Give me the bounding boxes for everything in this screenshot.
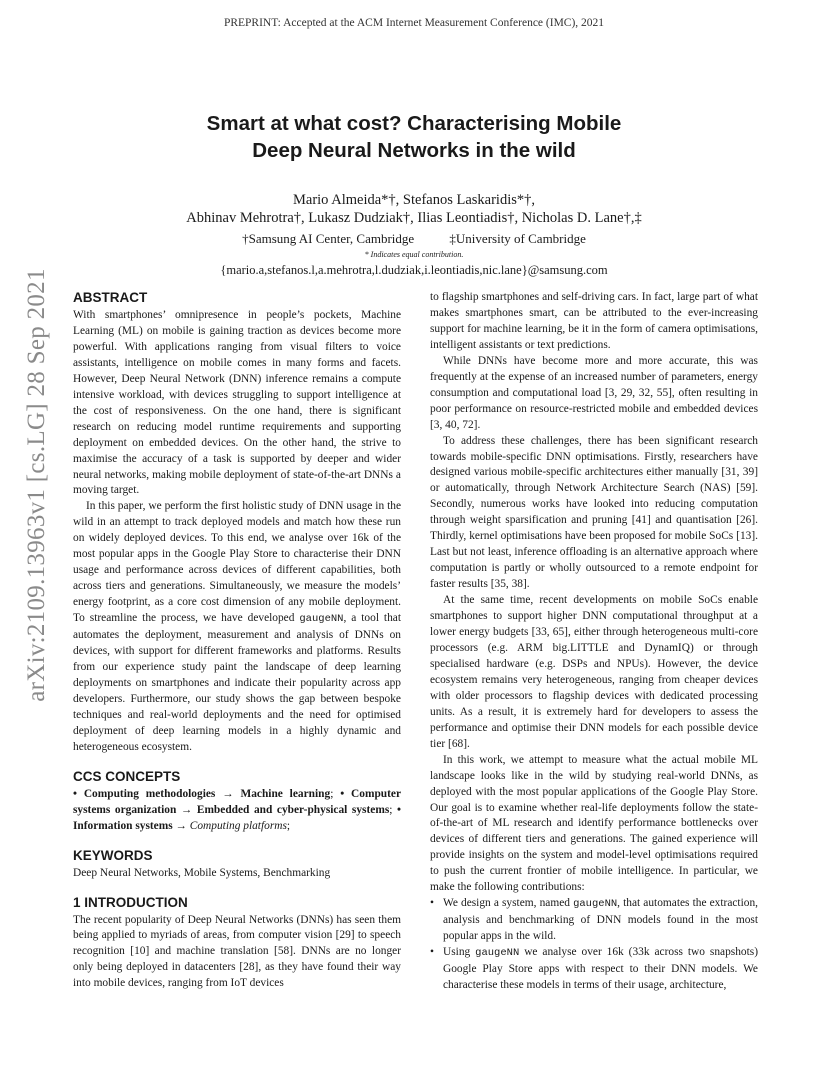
contribution-2-end: we analyse over 16k (33k across two snapshots) Google Play Store apps with respect to their DNN models. We characterise these models in terms of their usage, architecture,	[443, 946, 758, 991]
equal-contribution-note: * Indicates equal contribution.	[364, 250, 464, 259]
intro-paragraph-2: While DNNs have become more and more accurate, this was frequently at the expense of an increased number of parameters, energy consumption and computational load [3, 29, 32, 55], often resulting in poor performance on resource-restricted mobile and embedded devices [3, 40, 72].	[430, 354, 758, 431]
tool-name: gaugeNN	[299, 613, 344, 626]
ccs-term-6: Computing platforms	[189, 819, 287, 832]
bullet-icon: •	[430, 946, 434, 959]
contribution-1-start: We design a system, named	[443, 897, 574, 910]
ccs-end: ;	[286, 819, 291, 832]
bullet-icon: •	[430, 897, 434, 910]
title-line-1: Smart at what cost? Characterising Mobile	[206, 112, 622, 135]
abstract-p2-start: In this paper, we perform the first holistic study of DNN usage in the wild in an attempt to track deployed models and match how these run on widely deployed devices. To this end, we analyse over 16k of the most popular apps in the Google Play Store to characterise their DNN usage and performance across devices of different capabilities, both across tiers and generations. Simultaneously, we measure the models’ energy footprint, as a core cost dimension of any mobile deployment. To streamline the process, we have developed	[73, 500, 401, 625]
intro-paragraph-4: At the same time, recent developments on mobile SoCs enable smartphones to support higher DNN computational throughput at a lower energy budgets [33, 65], either through heterogeneous multi-core processors (e.g. ARM big.LITTLE and DynamIQ) or through specialised hardware (e.g. DSPs and NPUs). However, the device ecosystem remains very heterogeneous, ranging from cheaper devices with older processors to flagship devices with dedicated processing units. As a result, it is extremely hard for developers to assess the performance and optimise their DNN models for each possible device tier [68].	[430, 594, 758, 750]
ccs-term-3: • Computer systems organization	[73, 787, 402, 816]
contribution-item	[430, 896, 758, 945]
intro-paragraph-1: The recent popularity of Deep Neural Networks (DNNs) has seen them being applied to myriads of areas, from computer vision [29] to speech recognition [10] and machine translation [58]. DNNs are no longer only being deployed in datacenters [28], as they have found their way into mobile devices, ranging from IoT devices	[73, 913, 401, 990]
authors	[100, 191, 728, 227]
left-column	[73, 290, 401, 992]
ccs-separator: ;	[389, 803, 397, 816]
affiliations	[100, 231, 728, 247]
author-emails: {mario.a,stefanos.l,a.mehrotra,l.dudziak,i.leontiadis,nic.lane}@samsung.com	[220, 263, 608, 277]
ccs-arrow: →	[172, 819, 190, 832]
arxiv-identifier	[23, 268, 50, 702]
preprint-note: PREPRINT: Accepted at the ACM Internet Measurement Conference (IMC), 2021	[223, 17, 605, 29]
keywords-text: Deep Neural Networks, Mobile Systems, Benchmarking	[73, 866, 331, 879]
intro-paragraph-5: In this work, we attempt to measure what the actual mobile ML landscape looks like in the wild by studying real-world DNNs, as deployed with the most popular applications of the Google Play Store. Our goal is to examine whether real-life deployments follow the state-of-the-art of ML research and identify performance bottlenecks over devices of different tiers and generations. The gained experience will provide insights on the system and model-level optimisations required to push the current frontier of mobile intelligence. In particular, we make the following contributions:	[430, 753, 758, 894]
introduction-heading: 1 INTRODUCTION	[73, 894, 188, 910]
title-line-2: Deep Neural Networks in the wild	[252, 139, 576, 162]
tool-name: gaugeNN	[475, 947, 520, 960]
affiliation-samsung: †Samsung AI Center, Cambridge	[242, 231, 415, 246]
contribution-item	[430, 945, 758, 994]
contributions-list	[430, 896, 758, 994]
right-column	[430, 290, 758, 994]
authors-line-1: Mario Almeida*†, Stefanos Laskaridis*†,	[292, 192, 536, 208]
contribution-2-start: Using	[443, 946, 476, 959]
ccs-arrow: →	[215, 787, 241, 800]
affiliation-cambridge: ‡University of Cambridge	[449, 231, 586, 246]
tool-name: gaugeNN	[573, 898, 618, 911]
ccs-separator: ;	[330, 787, 341, 800]
paper-title	[100, 110, 728, 164]
ccs-term-5: • Information systems	[73, 803, 401, 832]
contribution-1-end: , that automates the extraction, analysis and benchmarking of DNN models found in the most popular apps in the wild.	[443, 897, 758, 943]
abstract-p2-end: , a tool that automates the deployment, measurement and analysis of DNNs on devices, with support for different frameworks and platforms. Results from our experience study paint the landscape of deep learning deployments on smartphones and indicate their popularity across app developers. Furthermore, our study shows the gap between bespoke techniques and real-world deployments and the need for optimised deployment of deep learning models in a highly dynamic and heterogeneous ecosystem.	[73, 612, 401, 753]
ccs-concepts	[73, 787, 401, 835]
abstract-heading: ABSTRACT	[73, 290, 148, 305]
ccs-term-4: Embedded and cyber-physical systems	[196, 803, 390, 816]
intro-paragraph-1-cont: to flagship smartphones and self-driving cars. In fact, large part of what makes smartphones smart, can be attributed to the ever-increasing support for machine learning, be it in the form of camera optimisations, intelligent assistants or text predictions.	[430, 291, 758, 351]
ccs-term-2: Machine learning	[240, 787, 331, 800]
ccs-heading: CCS CONCEPTS	[73, 768, 181, 784]
authors-line-2: Abhinav Mehrotra†, Lukasz Dudziak†, Ilias Leontiadis†, Nicholas D. Lane†,‡	[186, 210, 642, 226]
keywords-heading: KEYWORDS	[73, 847, 153, 863]
ccs-term-1: • Computing methodologies	[73, 787, 216, 800]
abstract-paragraph-1: With smartphones’ omnipresence in people’s pockets, Machine Learning (ML) on mobile is gaining traction as devices become more powerful. With applications ranging from visual filters to voice assistants, intelligence on mobile comes in many forms and facets. However, Deep Neural Network (DNN) inference remains a compute intensive workload, with devices struggling to support intelligence at the cost of responsiveness. On the one hand, there is significant research on reducing model runtime requirements and supporting deployment on embedded devices. On the other hand, the strive to maximise the accuracy of a task is supported by deeper and wider neural networks, making mobile deployment of state-of-the-art DNNs a moving target.	[73, 309, 401, 497]
intro-paragraph-3: To address these challenges, there has been significant research towards mobile-specific DNN optimisations. Firstly, researchers have designed various mobile-specific architectures either manually [31, 39] or automatically, through Network Architecture Search (NAS) [59]. Secondly, numerous works have looked into reducing computation through weight sparsification and pruning [41] and quantisation [26]. Thirdly, kernel optimisations have been proposed for mobile SoCs [13]. Last but not least, inference offloading is an alternative approach where computation is partly or wholly outsourced to a remote endpoint for faster results [35, 38].	[430, 434, 758, 591]
ccs-arrow: →	[176, 803, 197, 816]
arxiv-identifier-text: arXiv:2109.13963v1 [cs.LG] 28 Sep 2021	[23, 268, 50, 702]
abstract-paragraph-2	[73, 499, 401, 755]
